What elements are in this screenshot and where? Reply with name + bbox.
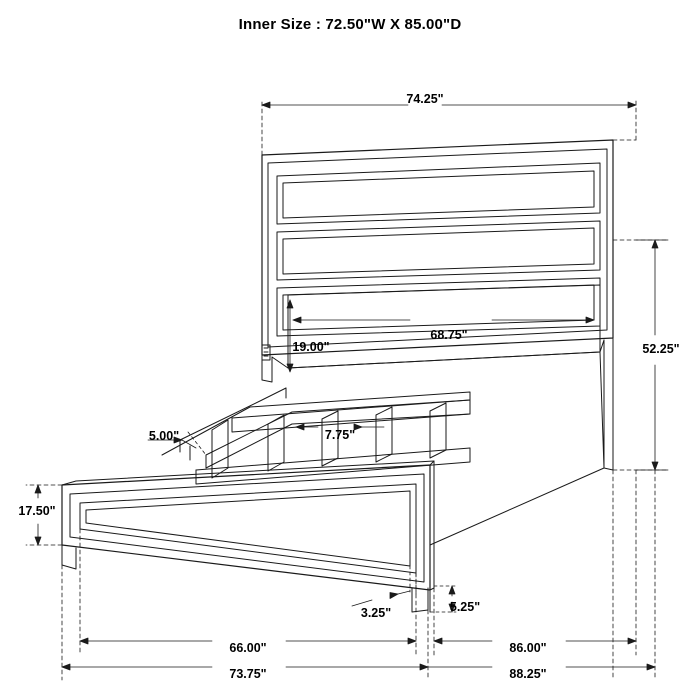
dimension-label-bed-length-inner: 86.00" (509, 641, 547, 655)
dimension-label-headboard-panel: 68.75" (430, 328, 468, 342)
dimension-label-headboard-width: 74.25" (406, 92, 444, 106)
dimension-label-leg-height: 5.25" (449, 600, 481, 614)
page-title: Inner Size : 72.50"W X 85.00"D (238, 16, 462, 33)
dimension-label-footboard-height: 17.50" (18, 504, 56, 518)
dimension-label-headboard-height: 52.25" (642, 342, 680, 356)
dimension-label-bed-length-outer: 88.25" (509, 667, 547, 681)
dimension-label-footboard-outer: 73.75" (229, 667, 267, 681)
dimension-label-footboard-inner: 66.00" (229, 641, 267, 655)
dimension-label-rail-drop: 19.00" (292, 340, 330, 354)
dimension-label-footboard-base: 3.25" (360, 606, 392, 620)
dimension-label-slat-spacing: 7.75" (324, 428, 356, 442)
dimension-label-slat-end: 5.00" (148, 429, 180, 443)
